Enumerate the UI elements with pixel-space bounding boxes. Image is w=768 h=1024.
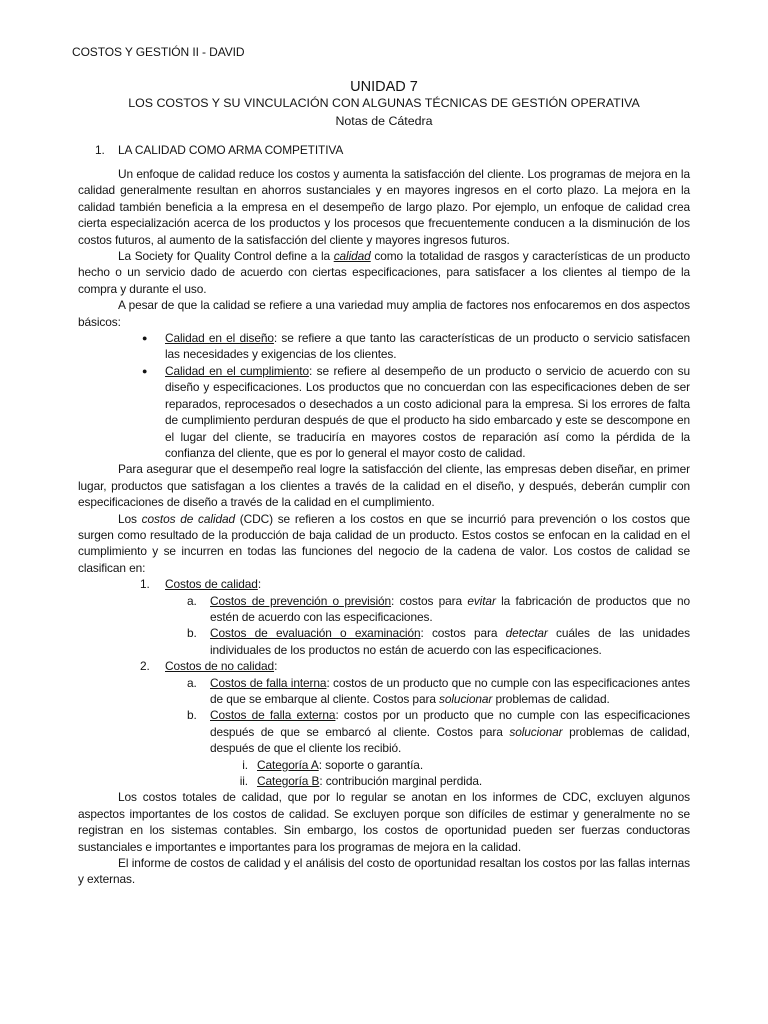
section-title: LA CALIDAD COMO ARMA COMPETITIVA: [118, 143, 344, 157]
term-costos-de-calidad: costos de calidad: [141, 511, 235, 526]
paragraph-2-text-b: como la totalidad de rasgos y características de un producto hecho o un servicio dado de acuerdo con ciertas especificaciones, para satisfacer a los clientes al tiempo de la compra y durante el uso.: [78, 249, 690, 296]
list-text: : costos por un producto que no cumple con las especificaciones después de que se embarcó al cliente. Costos para: [210, 708, 690, 739]
paragraph-3: A pesar de que la calidad se refiere a una variedad muy amplia de factores nos enfocaremos en dos aspectos básicos:: [78, 298, 690, 329]
list-number: 2.: [140, 659, 150, 674]
list-term: Categoría B: [257, 774, 320, 789]
paragraph-2-text-a: La Society for Quality Control define a la: [118, 249, 334, 264]
bullet-term: Calidad en el diseño: [165, 331, 274, 346]
paragraph-2: [78, 248, 690, 297]
paragraph-1: Un enfoque de calidad reduce los costos y aumenta la satisfacción del cliente. Los programas de mejora en la calidad generalmente resultan en ahorros sustanciales y en mayores ingresos en el corto plazo. La mejora en la calidad también beneficia a la empresa en el desempeño de largo plazo. Por ejemplo, un enfoque de calidad crea cierta especialización acerca de los productos y los procesos que frecuentemente conducen a la disminución de los costos futuros, al aumento de la satisfacción del cliente y mayores ingresos futuros.: [78, 167, 690, 247]
list-item: [78, 330, 690, 363]
paragraph-5: [78, 511, 690, 577]
classification-list: [78, 576, 690, 789]
unit-title: UNIDAD 7: [350, 79, 418, 95]
list-number: 1.: [140, 577, 150, 592]
bullet-term: Calidad en el cumplimiento: [165, 363, 309, 378]
list-term: Costos de falla interna: [210, 675, 327, 690]
list-term: Costos de prevención o previsión: [210, 593, 392, 608]
list-term: Costos de calidad: [165, 577, 258, 592]
unit-notes-label: Notas de Cátedra: [335, 114, 433, 128]
paragraph-4: Para asegurar que el desempeño real logre la satisfacción del cliente, las empresas deben diseñar, en primer lugar, productos que satisfagan a los clientes a través de la calidad en el diseño, y después, deberán cumplir con especificaciones de diseño a través de la calidad en el cumplimiento.: [78, 462, 690, 510]
bullet-text: : se refiere al desempeño de un producto o servicio de acuerdo con su diseño y especificaciones. Los productos que no concuerdan con las especificaciones deben de ser reparados, reprocesados o desechados a un costo adicional para la empresa. Si los errores de falta de cumplimiento perduran después de que el producto ha sido embarcado y este se descompone en el lugar del cliente, se traduciría en mayores costos de reparación así como la pérdida de la confianza del cliente, que es por lo general el mayor costo de calidad.: [165, 363, 690, 460]
list-term: Costos de evaluación o examinación: [210, 626, 421, 641]
list-item: [78, 675, 690, 708]
list-item: [78, 593, 690, 626]
quality-aspects-list: [78, 330, 690, 461]
term-calidad: calidad: [333, 249, 371, 264]
list-item: [78, 658, 690, 674]
bullet-icon: ●: [142, 365, 148, 376]
list-text: cuáles de las unidades individuales de los productos no están de acuerdo con las especificaciones.: [210, 626, 690, 657]
unit-subtitle: LOS COSTOS Y SU VINCULACIÓN CON ALGUNAS TÉCNICAS DE GESTIÓN OPERATIVA: [128, 96, 640, 110]
bullet-text: : se refiere a que tanto las características de un producto o servicio satisfacen las necesidades y exigencias de los clientes.: [165, 331, 690, 362]
list-letter: b.: [187, 708, 197, 723]
list-term: Costos de no calidad: [165, 659, 275, 674]
list-term: Costos de falla externa: [210, 708, 336, 723]
list-item: [78, 773, 690, 789]
list-text: problemas de calidad.: [492, 692, 610, 706]
list-emphasis: evitar: [467, 593, 496, 608]
list-emphasis: solucionar: [509, 724, 563, 739]
running-header: COSTOS Y GESTIÓN II - DAVID: [72, 45, 245, 59]
list-text: la fabricación de productos que no estén de acuerdo con las especificaciones.: [210, 593, 691, 624]
list-text: : soporte o garantía.: [318, 757, 424, 772]
list-item: [78, 363, 690, 461]
list-item: [78, 576, 690, 592]
section-number: 1.: [95, 143, 105, 157]
paragraph-6: Los costos totales de calidad, que por lo regular se anotan en los informes de CDC, excluyen algunos aspectos importantes de los costos de calidad. Se excluyen porque son difíciles de estimar y generalmente no se registran en los sistemas contables. Sin embargo, los costos de oportunidad pueden ser fuerzas conductoras sustanciales e importantes e importantes para los programas de mejora en la calidad.: [78, 790, 690, 854]
paragraph-7: El informe de costos de calidad y el análisis del costo de oportunidad resaltan los costos por las fallas internas y externas.: [78, 856, 690, 887]
list-term: Categoría A: [257, 757, 319, 772]
section-heading: [78, 142, 690, 158]
list-item: [78, 707, 690, 756]
list-item: [78, 757, 690, 773]
list-letter: a.: [187, 593, 197, 608]
list-numeral: i.: [242, 757, 248, 772]
list-text: : contribución marginal perdida.: [319, 774, 483, 789]
list-suffix: :: [274, 659, 278, 674]
list-text: : costos de un producto que no cumple con las especificaciones antes de que se embarque al cliente. Costos para: [210, 675, 690, 706]
list-letter: a.: [187, 675, 197, 690]
paragraph-5-text-b: (CDC) se refieren a los costos en que se incurrió para prevención o los costos que surgen como resultado de la producción de baja calidad de un producto. Estos costos se enfocan en la calidad en el cumplimiento y se incurren en todas las funciones del negocio de la cadena de valor. Los costos de calidad se clasifican en:: [78, 511, 691, 575]
list-suffix: :: [257, 577, 262, 592]
list-letter: b.: [187, 626, 197, 641]
list-emphasis: detectar: [505, 626, 548, 641]
list-item: [78, 625, 690, 658]
list-text: : costos para: [420, 626, 506, 641]
list-text: : costos para: [391, 593, 468, 608]
list-emphasis: solucionar: [439, 692, 493, 706]
list-text: problemas de calidad, después de que el cliente los recibió.: [210, 724, 690, 756]
list-numeral: ii.: [239, 774, 248, 789]
bullet-icon: ●: [142, 333, 148, 344]
document-body: [78, 142, 690, 888]
paragraph-5-text-a: Los: [118, 511, 142, 526]
